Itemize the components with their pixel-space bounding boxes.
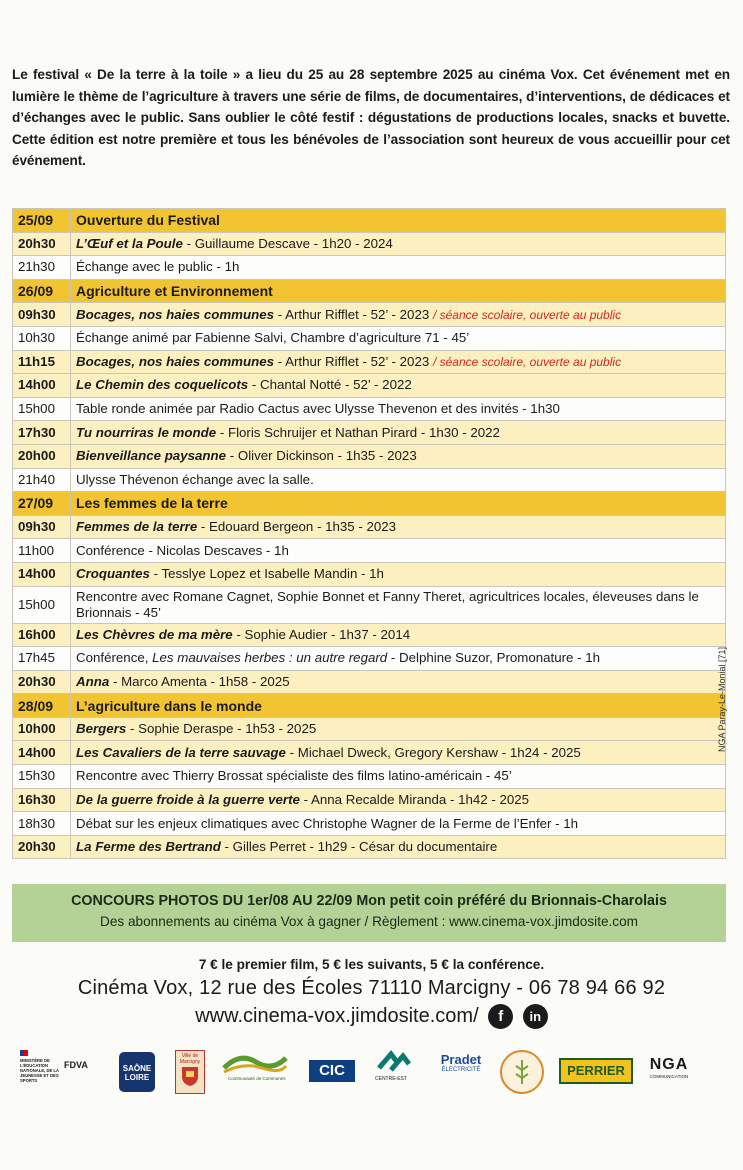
credit-agricole-icon [373,1048,415,1076]
row-time: 20h00 [13,444,71,468]
row-content [71,562,726,586]
row-content [71,647,726,671]
film-details: - Marco Amenta - 1h58 - 2025 [109,673,290,689]
row-time: 10h00 [13,717,71,741]
pradet-logo [430,1048,492,1098]
row-time: 20h30 [13,232,71,256]
event-text: Échange avec le public - 1h [76,259,240,275]
schedule-row [13,670,726,694]
row-time: 15h00 [13,397,71,421]
fdva-logo [64,1048,98,1098]
schedule-row [13,765,726,789]
schedule-row [13,539,726,563]
row-content [71,670,726,694]
row-time: 16h30 [13,788,71,812]
row-time: 16h00 [13,623,71,647]
row-time: 20h30 [13,835,71,859]
event-text: - Delphine Suzor, Promonature - 1h [387,650,601,666]
row-time: 09h30 [13,303,71,327]
nga-logo [644,1048,694,1098]
schedule-table [12,208,726,859]
row-content [71,694,726,718]
day-date: 26/09 [13,279,71,303]
row-content [71,444,726,468]
printer-credit [711,640,729,760]
film-title: Les Chèvres de ma mère [76,626,233,642]
film-details: - Arthur Rifflet - 52’ - 2023 [274,306,433,322]
day-date: 25/09 [13,209,71,233]
schedule-row [13,835,726,859]
film-details: - Michael Dweck, Gregory Kershaw - 1h24 - 2025 [285,744,581,760]
row-time: 17h45 [13,647,71,671]
film-details: - Guillaume Descave - 1h20 - 2024 [182,235,393,251]
row-time: 17h30 [13,421,71,445]
website-row [0,1004,743,1029]
schedule-row [13,256,726,280]
cic-logo: CIC [309,1060,355,1082]
row-content [71,539,726,563]
photo-contest-banner [12,884,726,942]
film-title: Anna [76,673,110,689]
row-time: 18h30 [13,812,71,836]
day-date: 27/09 [13,492,71,516]
film-details: - Gilles Perret - 1h29 - César du documentaire [220,839,498,855]
ministere-logo [18,1048,64,1098]
row-content [71,812,726,836]
day-date: 28/09 [13,694,71,718]
day-header-row [13,492,726,516]
landscape-icon [222,1048,288,1076]
row-content [71,586,726,623]
schedule-row [13,374,726,398]
nga-sub-text: COMMUNICATION [649,1074,689,1079]
row-time: 15h00 [13,586,71,623]
communaute-text: Communauté de Communes [228,1076,286,1081]
film-title: Bocages, nos haies communes [76,306,275,322]
nga-text: NGA [649,1056,689,1073]
shield-icon [180,1065,200,1087]
row-content [71,374,726,398]
row-time: 10h30 [13,326,71,350]
row-time: 20h30 [13,670,71,694]
row-content [71,397,726,421]
row-time: 14h00 [13,741,71,765]
film-details: - Arthur Rifflet - 52’ - 2023 [274,353,433,369]
film-title: Bocages, nos haies communes [76,353,275,369]
day-title: Les femmes de la terre [76,495,228,512]
event-text: Rencontre avec Thierry Brossat spécialiste des films latino-américain - 45’ [76,768,512,784]
schedule-row [13,468,726,492]
linkedin-icon[interactable]: in [523,1004,548,1029]
day-title: Agriculture et Environnement [76,283,273,300]
row-content [71,623,726,647]
event-text: Ulysse Thévenon échange avec la salle. [76,471,314,487]
schedule-row [13,788,726,812]
screening-note: / séance scolaire, ouverte au public [432,307,622,322]
intro-paragraph: Le festival « De la terre à la toile » a lieu du 25 au 28 septembre 2025 au cinéma Vox. Cet événement met en lumière le thème de l’agriculture à travers une série de films, de documentaires, d’interventions, de dédicaces et d’échanges avec le public. Sans oublier le côté festif : dégustations de productions locales, snacks et buvette. Cette édition est notre première et tous les bénévoles de l’association sont heureux de vous accueillir pour cet événement. [12,67,730,168]
row-time: 11h00 [13,539,71,563]
schedule-row [13,562,726,586]
schedule-row [13,717,726,741]
film-title: L’Œuf et la Poule [76,235,183,251]
credit-agricole-logo [373,1048,415,1098]
row-content [71,717,726,741]
loire-text: LOIRE [124,1073,150,1082]
film-details: - Floris Schruijer et Nathan Pirard - 1h30 - 2022 [216,424,500,440]
day-header-row [13,694,726,718]
contest-dates: CONCOURS PHOTOS DU 1er/08 AU 22/09 [71,893,353,909]
event-text: Table ronde animée par Radio Cactus avec Ulysse Thevenon et des invités - 1h30 [76,401,560,417]
film-title: La Ferme des Bertrand [76,839,221,855]
row-time: 15h30 [13,765,71,789]
row-content [71,209,726,233]
pradet-sub-text: ÉLECTRICITÉ [441,1067,481,1073]
film-title: De la guerre froide à la guerre verte [76,791,300,807]
row-content [71,515,726,539]
sponsor-logos [12,1048,726,1100]
cinema-address: Cinéma Vox, 12 rue des Écoles 71110 Marcigny - 06 78 94 66 92 [77,977,666,999]
facebook-icon[interactable]: f [488,1004,513,1029]
row-content [71,765,726,789]
row-content [71,492,726,516]
row-content [71,741,726,765]
website-link[interactable]: www.cinema-vox.jimdosite.com/ [195,1004,479,1027]
saone-text: SAÔNE [122,1064,152,1073]
contest-rules: Des abonnements au cinéma Vox à gagner / Règlement : www.cinema-vox.jimdosite.com [100,914,638,929]
row-time: 14h00 [13,374,71,398]
row-content [71,326,726,350]
pradet-text: Pradet [440,1052,482,1067]
schedule-row [13,515,726,539]
film-details: - Oliver Dickinson - 1h35 - 2023 [226,448,417,464]
film-title: Croquantes [76,566,150,582]
film-title: Le Chemin des coquelicots [76,377,249,393]
wheat-icon [502,1052,542,1092]
day-header-row [13,279,726,303]
event-title: Les mauvaises herbes : un autre regard [152,650,388,666]
event-text: Rencontre avec Romane Cagnet, Sophie Bonnet et Fanny Theret, agricultrices locales, éleveuses dans le Brionnais - 45’ [76,588,699,620]
perrier-logo: PERRIER [559,1058,633,1084]
schedule-row [13,647,726,671]
row-time: 09h30 [13,515,71,539]
schedule-row [13,444,726,468]
film-details: - Anna Recalde Miranda - 1h42 - 2025 [299,791,530,807]
local-association-logo [500,1050,544,1094]
marcigny-logo [175,1050,205,1094]
row-content [71,421,726,445]
row-content [71,835,726,859]
event-text: Conférence - Nicolas Descaves - 1h [76,542,289,558]
film-title: Femmes de la terre [76,519,198,535]
row-time: 14h00 [13,562,71,586]
row-time: 21h30 [13,256,71,280]
day-title: Ouverture du Festival [76,212,220,229]
schedule-row [13,326,726,350]
schedule-row [13,586,726,623]
schedule-row [13,232,726,256]
film-title: Les Cavaliers de la terre sauvage [76,744,286,760]
film-details: - Edouard Bergeon - 1h35 - 2023 [197,519,397,535]
film-title: Tu nourriras le monde [76,424,217,440]
film-details: - Tesslye Lopez et Isabelle Mandin - 1h [149,566,384,582]
ministere-text: MINISTÈRE DE L’ÉDUCATION NATIONALE, DE LA JEUNESSE ET DES SPORTS [20,1058,59,1083]
saone-loire-logo [119,1052,155,1092]
event-prefix: Conférence, [76,650,153,666]
schedule-row [13,350,726,374]
row-content [71,232,726,256]
printer-credit-text: NGA Paray-Le-Monial [71] [717,646,727,752]
communaute-logo [222,1048,288,1098]
prices: 7 € le premier film, 5 € les suivants, 5 € la conférence. [198,957,545,972]
day-title: L’agriculture dans le monde [76,697,262,714]
day-header-row [13,209,726,233]
row-content [71,256,726,280]
film-details: - Sophie Audier - 1h37 - 2014 [232,626,411,642]
contest-title [12,893,726,909]
film-title: Bergers [76,721,127,737]
schedule-row [13,303,726,327]
schedule-row [13,421,726,445]
schedule-row [13,397,726,421]
screening-note: / séance scolaire, ouverte au public [432,354,622,369]
contest-theme: Mon petit coin préféré du Brionnais-Charolais [352,893,667,909]
row-time: 21h40 [13,468,71,492]
row-content [71,468,726,492]
ca-text: CENTRE-EST [375,1076,407,1082]
film-details: - Chantal Notté - 52’ - 2022 [248,377,412,393]
row-content [71,279,726,303]
schedule-row [13,623,726,647]
marcigny-text: Ville de Marcigny [179,1053,201,1065]
row-content [71,788,726,812]
row-content [71,303,726,327]
fdva-text: FDVA [64,1060,88,1070]
row-content [71,350,726,374]
schedule-row [13,741,726,765]
film-details: - Sophie Deraspe - 1h53 - 2025 [126,721,317,737]
event-text: Échange animé par Fabienne Salvi, Chambre d’agriculture 71 - 45’ [76,330,470,346]
event-text: Débat sur les enjeux climatiques avec Christophe Wagner de la Ferme de l’Enfer - 1h [76,815,579,831]
row-time: 11h15 [13,350,71,374]
schedule-row [13,812,726,836]
film-title: Bienveillance paysanne [76,448,227,464]
